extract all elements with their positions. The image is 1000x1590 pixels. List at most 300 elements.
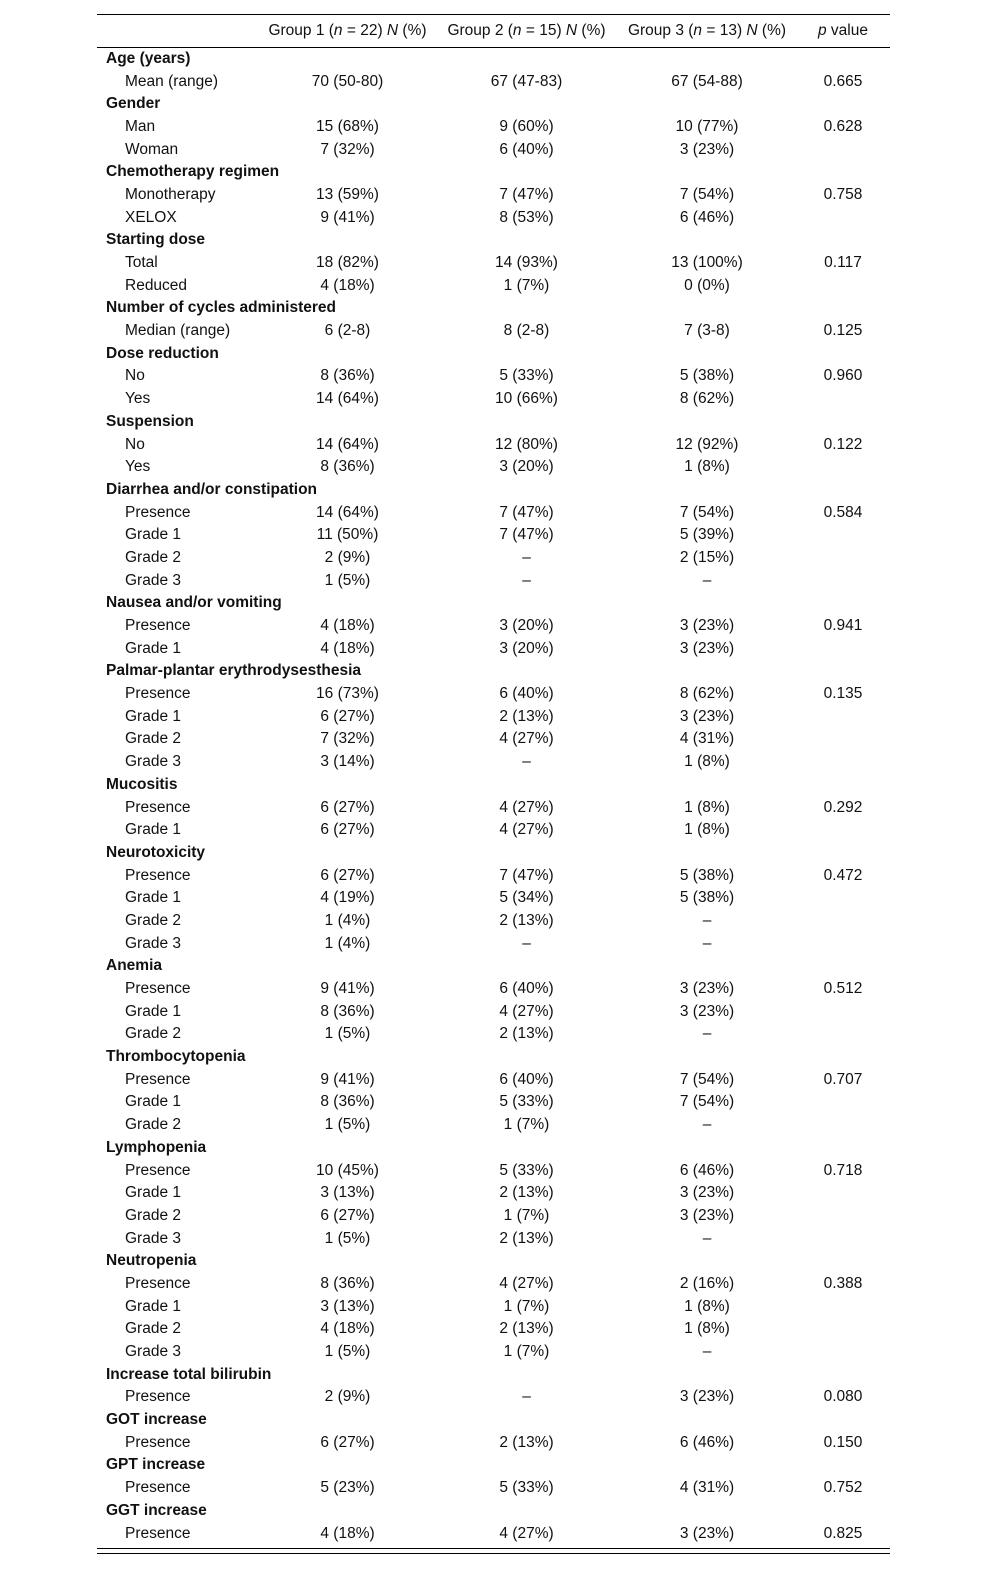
group-2-cell: 5 (33%) (499, 1479, 554, 1497)
group-3-cell: 6 (46%) (679, 1161, 735, 1179)
group-3-cell: 5 (39%) (679, 526, 735, 544)
table-row (97, 1114, 890, 1137)
group-2-cell: 3 (20%) (499, 458, 554, 476)
section-row (97, 93, 890, 116)
row-label: Grade 2 (125, 548, 182, 566)
row-label: Presence (125, 1274, 191, 1292)
section-label: Chemotherapy regimen (106, 163, 280, 181)
section-label: Dose reduction (106, 344, 219, 362)
p-value-cell: 0.388 (823, 1274, 863, 1292)
group-3-cell: 2 (16%) (679, 1274, 735, 1292)
group-3-cell: 8 (62%) (679, 390, 735, 408)
header-group-3: Group 3 (n = 13) N (%) (618, 15, 796, 48)
table-row (97, 637, 890, 660)
header-group-1: Group 1 (n = 22) N (%) (260, 15, 435, 48)
group-2-cell: 7 (47%) (499, 185, 554, 203)
group-2-cell: 6 (40%) (499, 980, 554, 998)
group-1-cell: 8 (36%) (320, 1002, 375, 1020)
p-value-cell: 0.135 (823, 685, 863, 703)
row-label: Presence (125, 1388, 191, 1406)
group-3-cell: 3 (23%) (679, 1184, 735, 1202)
group-3-cell: – (702, 911, 712, 929)
group-1-cell: 1 (4%) (324, 911, 371, 929)
table-row (97, 252, 890, 275)
group-3-cell: 5 (38%) (679, 866, 735, 884)
row-label: Presence (125, 1161, 191, 1179)
row-label: Reduced (125, 276, 188, 294)
row-label: Presence (125, 503, 191, 521)
group-2-cell: 5 (33%) (499, 1093, 554, 1111)
header-blank (97, 15, 260, 48)
section-row (97, 342, 890, 365)
table-row (97, 138, 890, 161)
p-value-cell: 0.665 (823, 72, 863, 90)
section-label: Palmar-plantar erythrodysesthesia (106, 662, 361, 680)
section-label: Anemia (106, 957, 162, 975)
group-3-cell: 7 (54%) (679, 1093, 735, 1111)
p-value-cell: 0.752 (823, 1479, 863, 1497)
group-1-cell: 9 (41%) (320, 980, 375, 998)
row-label: No (125, 367, 145, 385)
section-row (97, 1137, 890, 1160)
p-value-cell (796, 637, 890, 660)
section-row (97, 229, 890, 252)
row-label: Grade 2 (125, 1206, 182, 1224)
section-row (97, 1046, 890, 1069)
row-label: Mean (range) (125, 72, 219, 90)
p-value-cell (796, 1091, 890, 1114)
section-row (97, 161, 890, 184)
p-value-cell (796, 887, 890, 910)
group-3-cell: 1 (8%) (684, 1320, 730, 1338)
row-label: Woman (125, 140, 179, 158)
p-value-cell: 0.472 (823, 866, 863, 884)
group-1-cell: 9 (41%) (320, 1070, 375, 1088)
group-3-cell: 6 (46%) (679, 208, 735, 226)
group-3-cell: – (702, 1116, 712, 1134)
row-label: Grade 3 (125, 934, 182, 952)
group-1-cell: 3 (13%) (320, 1297, 375, 1315)
group-1-cell: 18 (82%) (316, 254, 379, 272)
section-row (97, 1409, 890, 1432)
group-1-cell: 4 (18%) (320, 1320, 375, 1338)
group-1-cell: 6 (2-8) (324, 322, 371, 340)
p-value-cell (796, 456, 890, 479)
p-value-cell (796, 1000, 890, 1023)
section-row (97, 297, 890, 320)
group-1-cell: 15 (68%) (316, 117, 379, 135)
row-label: Presence (125, 1070, 191, 1088)
group-1-cell: 4 (19%) (320, 889, 375, 907)
section-row (97, 479, 890, 502)
section-label: Age (years) (106, 50, 191, 68)
table-row (97, 683, 890, 706)
table-row (97, 320, 890, 343)
table-row (97, 1068, 890, 1091)
row-label: Grade 1 (125, 889, 182, 907)
group-2-cell: 8 (2-8) (503, 322, 550, 340)
group-1-cell: 4 (18%) (320, 617, 375, 635)
group-1-cell: 11 (50%) (316, 526, 379, 544)
section-label: Nausea and/or vomiting (106, 594, 282, 612)
group-3-cell: 4 (31%) (679, 730, 735, 748)
row-label: XELOX (125, 208, 177, 226)
group-2-cell: 1 (7%) (503, 1343, 550, 1361)
section-label: GPT increase (106, 1456, 206, 1474)
group-3-cell: – (702, 934, 712, 952)
table-row (97, 819, 890, 842)
group-2-cell: 14 (93%) (495, 254, 558, 272)
p-value-cell: 0.512 (823, 980, 863, 998)
p-value-cell: 0.960 (823, 367, 863, 385)
group-3-cell: 7 (3-8) (684, 322, 730, 340)
group-3-cell: 2 (15%) (679, 548, 735, 566)
group-2-cell: 7 (47%) (499, 866, 554, 884)
group-2-cell: – (522, 753, 531, 771)
row-label: Monotherapy (125, 185, 216, 203)
group-1-cell: 1 (5%) (324, 1025, 371, 1043)
p-value-cell (796, 388, 890, 411)
table-body (97, 48, 890, 1545)
p-value-cell (796, 1023, 890, 1046)
section-label: Diarrhea and/or constipation (106, 480, 318, 498)
group-3-cell: – (702, 1025, 712, 1043)
header-p-value: p value (796, 15, 890, 48)
row-label: Grade 2 (125, 1116, 182, 1134)
table-row (97, 433, 890, 456)
table-row (97, 932, 890, 955)
table-row (97, 978, 890, 1001)
table-row (97, 615, 890, 638)
group-2-cell: – (522, 934, 531, 952)
group-3-cell: 1 (8%) (684, 753, 730, 771)
group-2-cell: – (522, 548, 531, 566)
row-label: Grade 2 (125, 1025, 182, 1043)
group-2-cell: 1 (7%) (503, 1206, 550, 1224)
p-value-cell (796, 1341, 890, 1364)
section-row (97, 955, 890, 978)
group-2-cell: 8 (53%) (499, 208, 554, 226)
group-2-cell: 4 (27%) (499, 1524, 554, 1542)
group-1-cell: 7 (32%) (320, 730, 375, 748)
section-label: Suspension (106, 412, 194, 430)
table-row (97, 1522, 890, 1545)
p-value-cell: 0.825 (823, 1524, 863, 1542)
group-2-cell: 2 (13%) (499, 1184, 554, 1202)
row-label: Grade 3 (125, 1229, 182, 1247)
group-1-cell: 1 (4%) (324, 934, 371, 952)
group-2-cell: 10 (66%) (495, 390, 558, 408)
group-2-cell: 2 (13%) (499, 1025, 554, 1043)
row-label: Grade 1 (125, 707, 182, 725)
group-2-cell: 2 (13%) (499, 911, 554, 929)
group-3-cell: 3 (23%) (679, 707, 735, 725)
group-3-cell: 3 (23%) (679, 639, 735, 657)
group-2-cell: 3 (20%) (499, 639, 554, 657)
group-1-cell: 8 (36%) (320, 1274, 375, 1292)
group-1-cell: 14 (64%) (316, 503, 379, 521)
group-1-cell: 6 (27%) (320, 821, 375, 839)
section-row (97, 1454, 890, 1477)
table-row (97, 1000, 890, 1023)
group-3-cell: 12 (92%) (675, 435, 739, 453)
group-1-cell: 3 (13%) (320, 1184, 375, 1202)
table-row (97, 456, 890, 479)
group-2-cell: 4 (27%) (499, 821, 554, 839)
p-value-cell (796, 932, 890, 955)
row-label: Grade 2 (125, 911, 182, 929)
p-value-cell (796, 569, 890, 592)
section-label: Thrombocytopenia (106, 1048, 246, 1066)
group-3-cell: 67 (54-88) (671, 72, 743, 90)
group-1-cell: 8 (36%) (320, 367, 375, 385)
row-label: Grade 3 (125, 571, 182, 589)
row-label: Presence (125, 866, 191, 884)
table-bottom-rule (97, 1548, 890, 1554)
table-header (97, 15, 890, 48)
group-1-cell: 8 (36%) (320, 458, 375, 476)
group-3-cell: 6 (46%) (679, 1433, 735, 1451)
row-label: Grade 1 (125, 1093, 182, 1111)
group-1-cell: 10 (45%) (316, 1161, 379, 1179)
group-1-cell: 2 (9%) (324, 1388, 371, 1406)
p-value-cell (796, 524, 890, 547)
table-row (97, 1023, 890, 1046)
table-row (97, 1273, 890, 1296)
section-label: GOT increase (106, 1411, 207, 1429)
group-2-cell: 1 (7%) (503, 276, 550, 294)
row-label: Yes (125, 390, 151, 408)
group-3-cell: 7 (54%) (679, 1070, 735, 1088)
group-2-cell: 67 (47-83) (490, 72, 563, 90)
group-1-cell: 16 (73%) (316, 685, 379, 703)
p-value-cell (796, 138, 890, 161)
table-row (97, 116, 890, 139)
group-1-cell: 9 (41%) (320, 208, 375, 226)
row-label: Presence (125, 1524, 191, 1542)
row-label: Grade 1 (125, 1002, 182, 1020)
table-row (97, 388, 890, 411)
section-label: Neutropenia (106, 1252, 197, 1270)
group-1-cell: 1 (5%) (324, 1343, 371, 1361)
table-row (97, 1341, 890, 1364)
group-3-cell: – (702, 1229, 712, 1247)
p-value-cell: 0.117 (824, 254, 862, 272)
row-label: Grade 1 (125, 639, 182, 657)
group-3-cell: 7 (54%) (679, 503, 735, 521)
row-label: Grade 1 (125, 1297, 182, 1315)
group-2-cell: 5 (33%) (499, 1161, 554, 1179)
group-2-cell: 6 (40%) (499, 1070, 554, 1088)
group-2-cell: 5 (33%) (499, 367, 554, 385)
p-value-cell: 0.718 (823, 1161, 863, 1179)
group-1-cell: 5 (23%) (320, 1479, 375, 1497)
group-1-cell: 1 (5%) (324, 571, 371, 589)
p-value-cell: 0.628 (823, 117, 863, 135)
group-2-cell: 4 (27%) (499, 1002, 554, 1020)
group-3-cell: 1 (8%) (684, 798, 730, 816)
group-1-cell: 14 (64%) (316, 435, 379, 453)
group-2-cell: 4 (27%) (499, 730, 554, 748)
group-1-cell: 6 (27%) (320, 1433, 375, 1451)
table-row (97, 910, 890, 933)
section-label: Starting dose (106, 231, 206, 249)
group-2-cell: 9 (60%) (499, 117, 554, 135)
table-row (97, 751, 890, 774)
section-label: Neurotoxicity (106, 843, 206, 861)
group-1-cell: 7 (32%) (320, 140, 375, 158)
section-row (97, 411, 890, 434)
row-label: Grade 2 (125, 1320, 182, 1338)
row-label: Presence (125, 685, 191, 703)
p-value-cell (796, 705, 890, 728)
section-label: Lymphopenia (106, 1138, 207, 1156)
group-1-cell: 4 (18%) (320, 276, 375, 294)
section-label: Gender (106, 95, 161, 113)
section-label: Mucositis (106, 775, 178, 793)
group-3-cell: 3 (23%) (679, 980, 735, 998)
group-3-cell: 1 (8%) (684, 458, 730, 476)
p-value-cell (796, 1182, 890, 1205)
group-3-cell: 5 (38%) (679, 889, 735, 907)
results-table-container (97, 14, 890, 1554)
row-label: Presence (125, 980, 191, 998)
table-row (97, 1386, 890, 1409)
row-label: No (125, 435, 145, 453)
table-row (97, 887, 890, 910)
table-row (97, 1159, 890, 1182)
group-2-cell: 2 (13%) (499, 1320, 554, 1338)
group-3-cell: 1 (8%) (684, 821, 730, 839)
group-3-cell: 10 (77%) (675, 117, 739, 135)
section-row (97, 774, 890, 797)
group-3-cell: 3 (23%) (679, 140, 735, 158)
group-2-cell: 2 (13%) (499, 1433, 554, 1451)
table-row (97, 796, 890, 819)
section-label: Increase total bilirubin (106, 1365, 272, 1383)
results-table (97, 14, 890, 1545)
row-label: Presence (125, 1433, 191, 1451)
group-3-cell: – (702, 571, 712, 589)
p-value-cell: 0.122 (823, 435, 863, 453)
group-1-cell: 6 (27%) (320, 707, 375, 725)
row-label: Grade 1 (125, 526, 182, 544)
p-value-cell: 0.941 (823, 617, 863, 635)
group-3-cell: – (702, 1343, 712, 1361)
group-2-cell: 7 (47%) (499, 526, 554, 544)
group-2-cell: 2 (13%) (499, 707, 554, 725)
table-row (97, 274, 890, 297)
table-row (97, 1295, 890, 1318)
section-row (97, 660, 890, 683)
section-row (97, 842, 890, 865)
table-row (97, 365, 890, 388)
table-row (97, 1182, 890, 1205)
table-row (97, 728, 890, 751)
p-value-cell: 0.584 (823, 503, 863, 521)
group-1-cell: 2 (9%) (324, 548, 371, 566)
table-row (97, 206, 890, 229)
table-row (97, 1205, 890, 1228)
row-label: Presence (125, 798, 191, 816)
group-1-cell: 13 (59%) (316, 185, 379, 203)
row-label: Grade 1 (125, 1184, 182, 1202)
p-value-cell (796, 728, 890, 751)
p-value-cell (796, 547, 890, 570)
section-row (97, 1250, 890, 1273)
row-label: Median (range) (125, 322, 231, 340)
group-1-cell: 1 (5%) (324, 1116, 371, 1134)
row-label: Grade 3 (125, 753, 182, 771)
group-3-cell: 3 (23%) (679, 617, 735, 635)
group-1-cell: 14 (64%) (316, 390, 379, 408)
group-1-cell: 6 (27%) (320, 1206, 375, 1224)
section-label: Number of cycles administered (106, 299, 336, 317)
table-row (97, 705, 890, 728)
table-row (97, 501, 890, 524)
group-2-cell: 4 (27%) (499, 798, 554, 816)
row-label: Grade 1 (125, 821, 182, 839)
row-label: Yes (125, 458, 151, 476)
group-3-cell: 13 (100%) (671, 254, 743, 272)
group-1-cell: 6 (27%) (320, 866, 375, 884)
group-3-cell: 3 (23%) (679, 1388, 735, 1406)
row-label: Grade 2 (125, 730, 182, 748)
group-3-cell: 3 (23%) (679, 1002, 735, 1020)
table-row (97, 1318, 890, 1341)
group-3-cell: 8 (62%) (679, 685, 735, 703)
group-2-cell: – (522, 571, 531, 589)
row-label: Presence (125, 1479, 191, 1497)
group-2-cell: 2 (13%) (499, 1229, 554, 1247)
table-row (97, 569, 890, 592)
p-value-cell: 0.292 (823, 798, 863, 816)
group-2-cell: 6 (40%) (499, 685, 554, 703)
row-label: Presence (125, 617, 191, 635)
group-2-cell: 7 (47%) (499, 503, 554, 521)
section-row (97, 592, 890, 615)
group-2-cell: 12 (80%) (495, 435, 558, 453)
section-label: GGT increase (106, 1501, 207, 1519)
row-label: Grade 3 (125, 1343, 182, 1361)
p-value-cell (796, 751, 890, 774)
group-2-cell: 5 (34%) (499, 889, 554, 907)
group-3-cell: 7 (54%) (679, 185, 735, 203)
p-value-cell (796, 274, 890, 297)
group-3-cell: 3 (23%) (679, 1524, 735, 1542)
p-value-cell (796, 1318, 890, 1341)
group-1-cell: 8 (36%) (320, 1093, 375, 1111)
group-2-cell: – (522, 1388, 531, 1406)
table-row (97, 184, 890, 207)
p-value-cell (796, 1227, 890, 1250)
group-3-cell: 4 (31%) (679, 1479, 735, 1497)
group-2-cell: 6 (40%) (499, 140, 554, 158)
row-label: Total (125, 254, 158, 272)
p-value-cell: 0.125 (823, 322, 863, 340)
section-row (97, 1363, 890, 1386)
table-row (97, 1091, 890, 1114)
group-1-cell: 4 (18%) (320, 639, 375, 657)
header-group-2: Group 2 (n = 15) N (%) (435, 15, 618, 48)
p-value-cell (796, 206, 890, 229)
p-value-cell (796, 1205, 890, 1228)
table-row (97, 864, 890, 887)
p-value-cell: 0.150 (823, 1433, 863, 1451)
p-value-cell (796, 1114, 890, 1137)
group-2-cell: 4 (27%) (499, 1274, 554, 1292)
group-3-cell: 0 (0%) (684, 276, 730, 294)
